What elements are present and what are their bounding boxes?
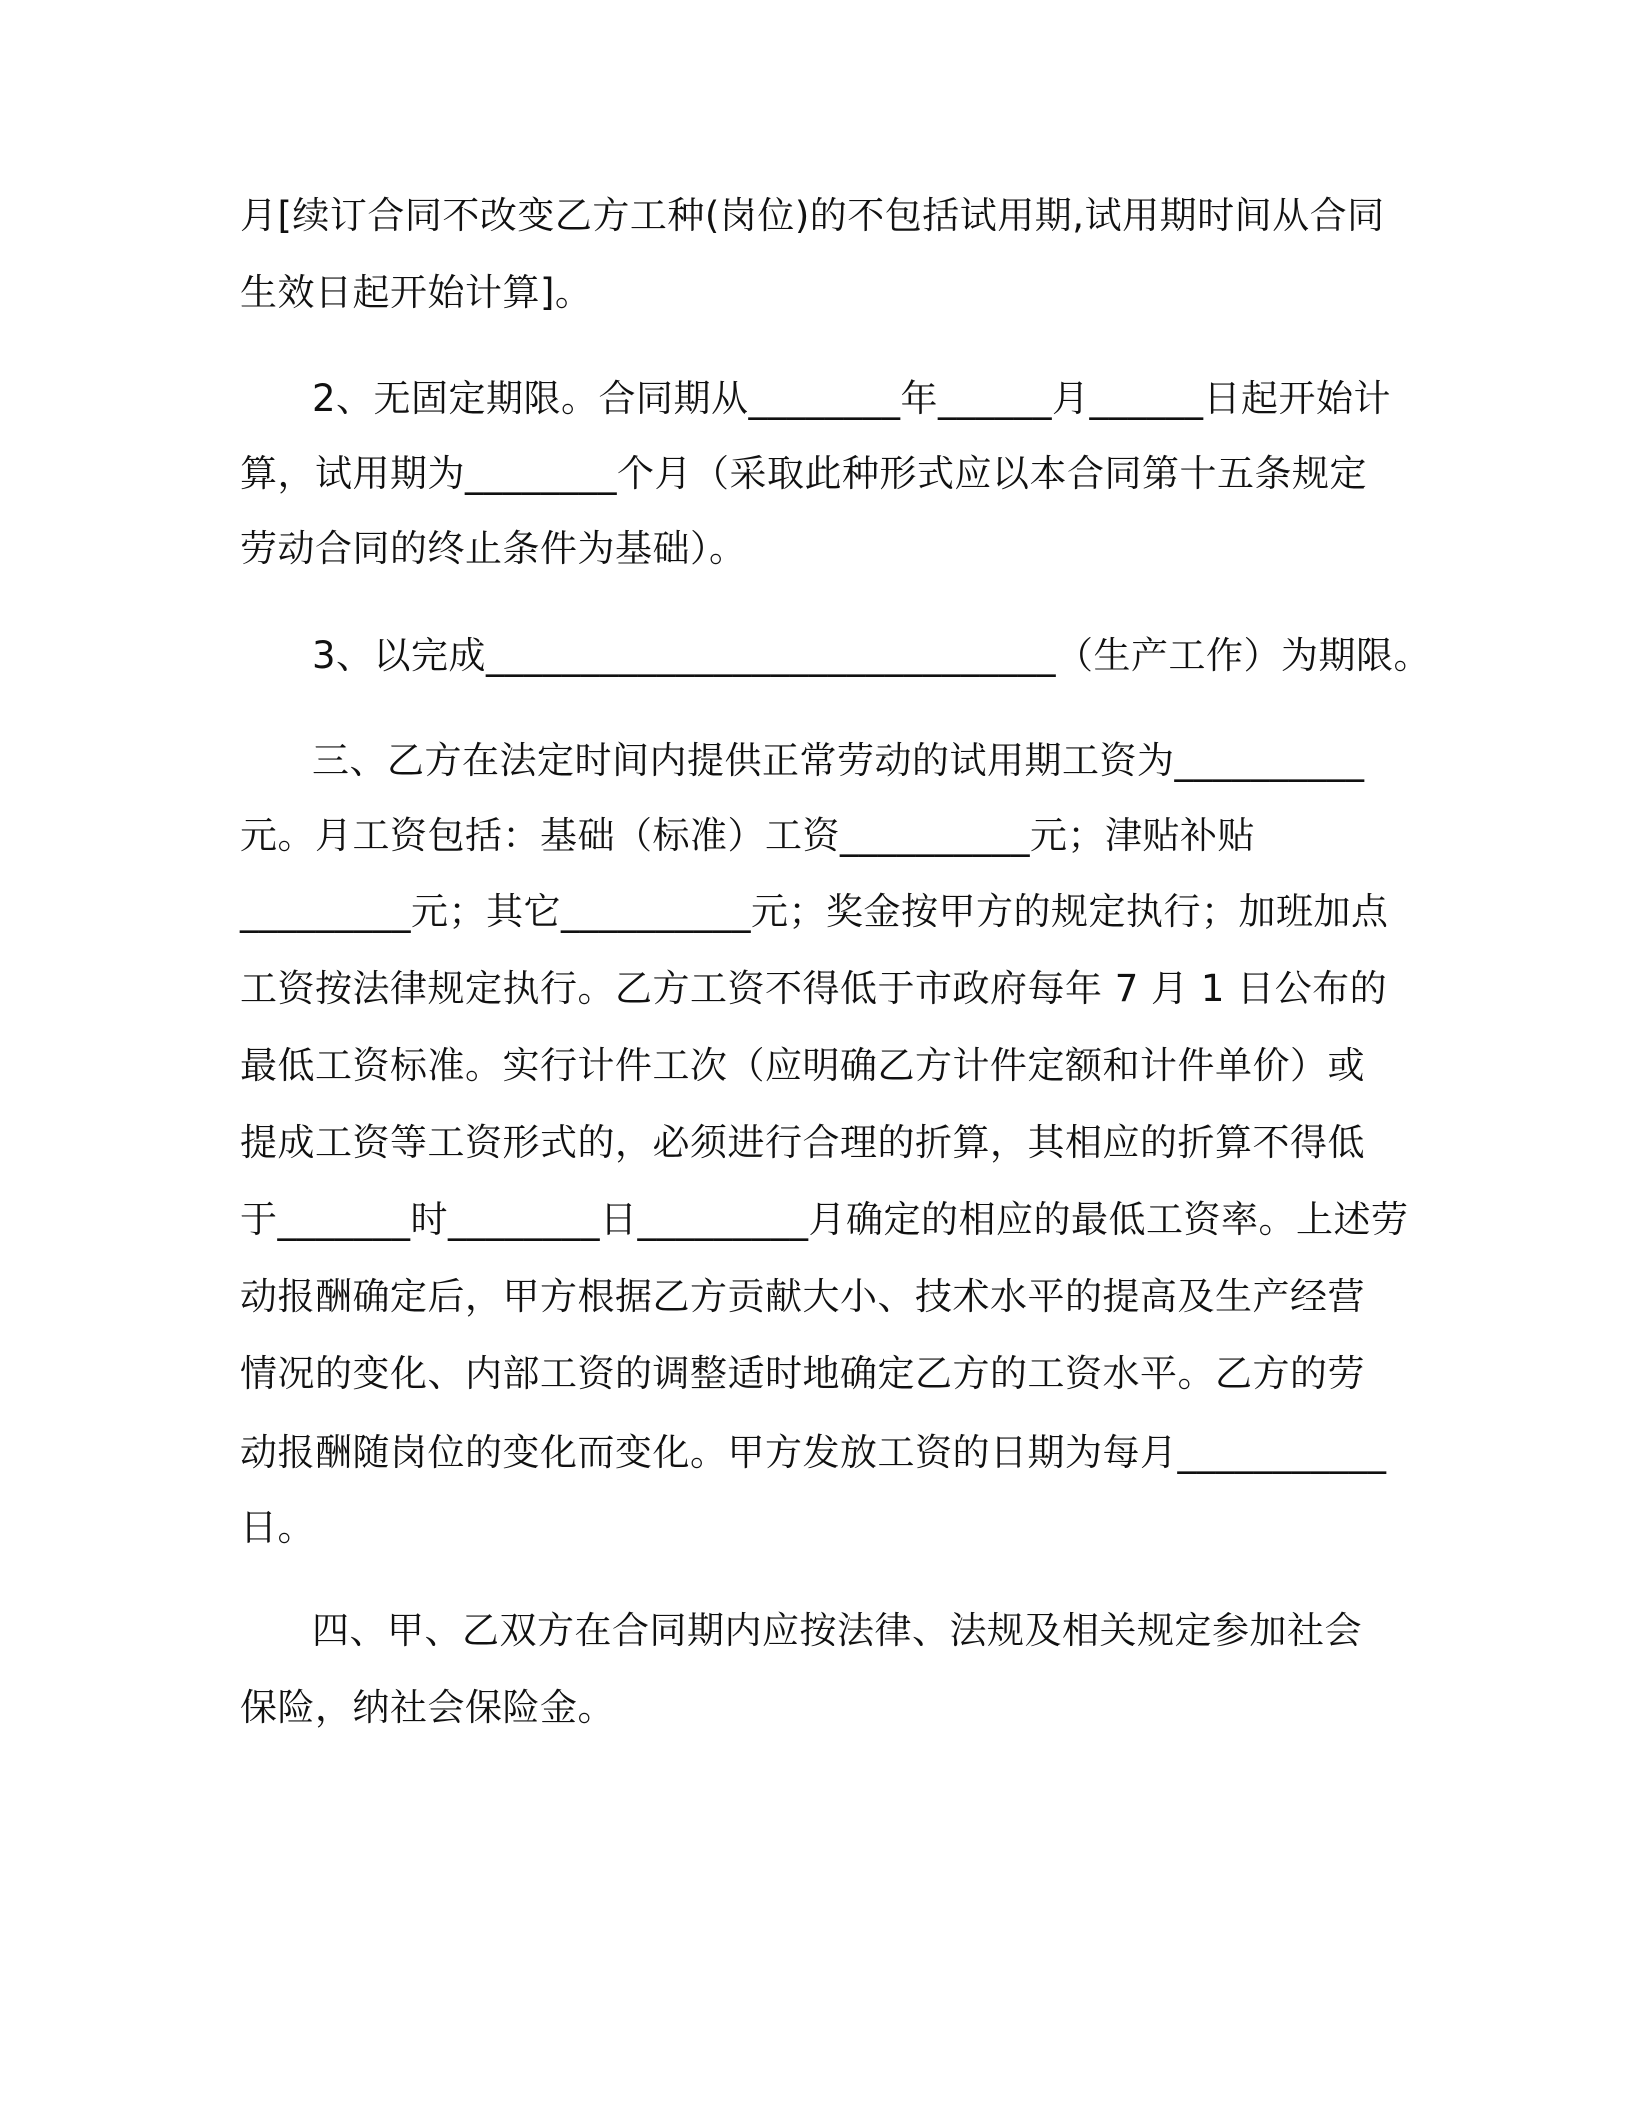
text-line: 工资按法律规定执行。乙方工资不得低于市政府每年 7 月 1 日公布的 xyxy=(240,967,1388,1010)
text-line: 三、乙方在法定时间内提供正常劳动的试用期工资为__________ xyxy=(312,739,1365,782)
text-line: 提成工资等工资形式的，必须进行合理的折算，其相应的折算不得低 xyxy=(240,1121,1365,1164)
text-line: 情况的变化、内部工资的调整适时地确定乙方的工资水平。乙方的劳 xyxy=(240,1352,1365,1395)
text-line: _________元；其它__________元；奖金按甲方的规定执行；加班加点 xyxy=(240,890,1389,933)
text-line: 劳动合同的终止条件为基础）。 xyxy=(240,527,747,570)
text-line: 生效日起开始计算]。 xyxy=(240,271,593,314)
text-line: 保险，纳社会保险金。 xyxy=(240,1686,615,1729)
text-line: 动报酬随岗位的变化而变化。甲方发放工资的日期为每月___________ xyxy=(240,1431,1387,1474)
text-line: 3、以完成______________________________（生产工作）为期限。 xyxy=(312,634,1432,677)
text-line: 月[续订合同不改变乙方工种(岗位)的不包括试用期,试用期时间从合同 xyxy=(240,194,1385,237)
text-line: 2、无固定期限。合同期从________年______月______日起开始计 xyxy=(312,377,1392,420)
text-line: 四、甲、乙双方在合同期内应按法律、法规及相关规定参加社会 xyxy=(312,1609,1362,1652)
text-line: 于_______时________日_________月确定的相应的最低工资率。上述劳 xyxy=(240,1198,1409,1241)
text-line: 最低工资标准。实行计件工次（应明确乙方计件定额和计件单价）或 xyxy=(240,1044,1365,1087)
text-line: 算，试用期为________个月（采取此种形式应以本合同第十五条规定 xyxy=(240,452,1367,495)
text-line: 元。月工资包括：基础（标准）工资__________元；津贴补贴 xyxy=(240,814,1255,857)
text-line: 日。 xyxy=(240,1506,315,1549)
text-line: 动报酬确定后，甲方根据乙方贡献大小、技术水平的提高及生产经营 xyxy=(240,1275,1365,1318)
